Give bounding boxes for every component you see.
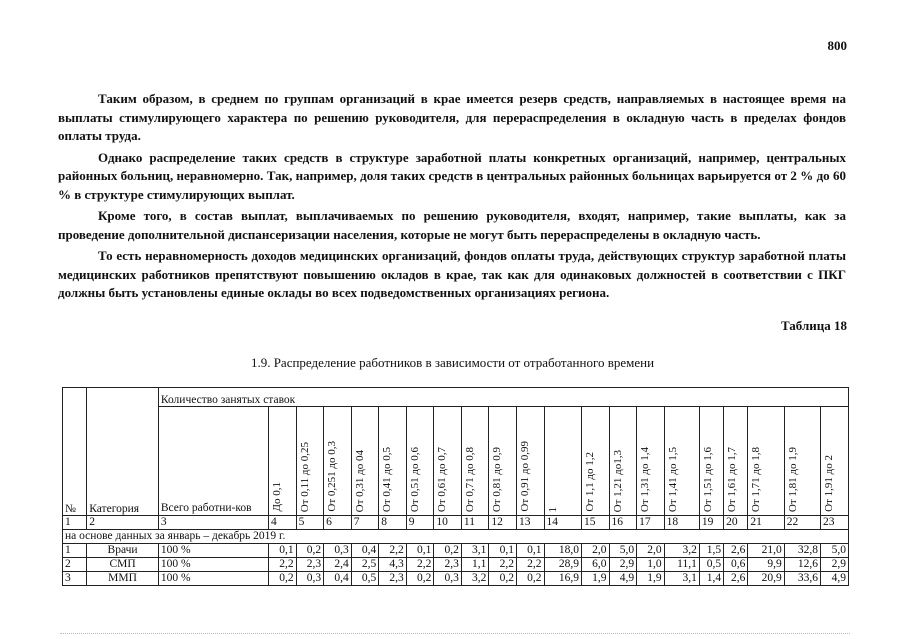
row-value: 0,2 — [269, 572, 297, 586]
row-value: 2,2 — [379, 544, 407, 558]
header-range-label: До 0,1 — [271, 482, 284, 512]
row-category: Врачи — [87, 544, 159, 558]
header-category: Категория — [87, 388, 159, 516]
row-value: 0,2 — [489, 572, 517, 586]
header-range — [406, 407, 434, 516]
row-total: 100 % — [158, 558, 268, 572]
row-total: 100 % — [158, 572, 268, 586]
header-range-label: От 1,81 до 1,9 — [786, 446, 799, 512]
column-number: 15 — [581, 516, 609, 530]
header-range-label: От 0,51 до 0,6 — [408, 446, 421, 512]
row-value: 0,6 — [724, 558, 748, 572]
row-value: 6,0 — [581, 558, 609, 572]
row-value: 1,9 — [581, 572, 609, 586]
header-range — [609, 407, 637, 516]
row-value: 1,1 — [461, 558, 489, 572]
header-group-count: Количество занятых ставок — [158, 388, 848, 407]
row-value: 32,8 — [784, 544, 820, 558]
header-range — [434, 407, 462, 516]
page-edge-line — [60, 633, 850, 635]
row-value: 4,3 — [379, 558, 407, 572]
table-note: на основе данных за январь – декабрь 2019 г. — [63, 530, 849, 544]
row-value: 3,1 — [461, 544, 489, 558]
row-value: 2,9 — [609, 558, 637, 572]
row-value: 21,0 — [748, 544, 784, 558]
row-value: 0,5 — [351, 572, 379, 586]
row-value: 1,4 — [699, 572, 723, 586]
row-value: 1,5 — [699, 544, 723, 558]
header-range — [784, 407, 820, 516]
row-value: 0,3 — [296, 572, 324, 586]
row-value: 0,2 — [516, 572, 544, 586]
row-total: 100 % — [158, 544, 268, 558]
row-value: 2,6 — [724, 544, 748, 558]
column-number: 10 — [434, 516, 462, 530]
paragraph: Таким образом, в среднем по группам организаций в крае имеется резерв средств, направляемых в настоящее время на выплаты стимулирующего характера по решению руководителя, для перераспределения в окладную часть в пределах фондов оплаты труда. — [58, 91, 846, 143]
column-number: 5 — [296, 516, 324, 530]
row-value: 18,0 — [544, 544, 581, 558]
header-range — [724, 407, 748, 516]
row-value: 2,3 — [379, 572, 407, 586]
row-value: 9,9 — [748, 558, 784, 572]
row-value: 2,0 — [581, 544, 609, 558]
row-value: 0,3 — [324, 544, 352, 558]
header-range-label: От 1,21 до1,3 — [611, 449, 624, 512]
row-value: 3,2 — [461, 572, 489, 586]
column-number: 11 — [461, 516, 489, 530]
row-value: 0,1 — [269, 544, 297, 558]
header-range-label: От 0,81 до 0,9 — [491, 446, 504, 512]
header-range — [296, 407, 324, 516]
header-range — [461, 407, 489, 516]
column-number: 22 — [784, 516, 820, 530]
header-range-label: От 0,11 до 0,25 — [298, 441, 311, 512]
table-row — [63, 572, 849, 586]
row-value: 4,9 — [821, 572, 849, 586]
row-value: 28,9 — [544, 558, 581, 572]
header-range-label: От 0,61 до 0,7 — [436, 446, 449, 512]
header-range-label: От 0,91 до 0,99 — [518, 441, 531, 512]
table-title: 1.9. Распределение работников в зависимости от отработанного времени — [250, 355, 655, 370]
column-number: 8 — [379, 516, 407, 530]
column-number: 3 — [158, 516, 268, 530]
paragraph: То есть неравномерность доходов медицинских организаций, фондов оплаты труда, действующих структур заработной платы медицинских работников препятствуют повышению окладов в крае, так как для одинаковых должностей в соответствии с ПКГ должны быть установлены единые оклады во всех подведомственных организациях региона. — [58, 248, 846, 300]
row-value: 5,0 — [609, 544, 637, 558]
header-range-label: От 0,41 до 0,5 — [381, 446, 394, 512]
column-number: 23 — [821, 516, 849, 530]
page-number: 800 — [827, 38, 847, 53]
column-number: 21 — [748, 516, 784, 530]
row-value: 0,3 — [434, 572, 462, 586]
row-value: 0,2 — [434, 544, 462, 558]
body-text — [58, 90, 846, 306]
header-range — [544, 407, 581, 516]
row-value: 16,9 — [544, 572, 581, 586]
row-value: 1,9 — [637, 572, 665, 586]
row-value: 2,2 — [516, 558, 544, 572]
row-value: 20,9 — [748, 572, 784, 586]
row-category: СМП — [87, 558, 159, 572]
paragraph: Кроме того, в состав выплат, выплачиваемых по решению руководителя, входят, например, такие выплаты, как за проведение дополнительной диспансеризации населения, которые не могут быть перераспределены в окладную часть. — [58, 208, 846, 242]
column-number: 13 — [516, 516, 544, 530]
column-number: 19 — [699, 516, 723, 530]
distribution-table — [62, 387, 849, 586]
header-range — [269, 407, 297, 516]
row-value: 0,1 — [489, 544, 517, 558]
header-range — [489, 407, 517, 516]
row-value: 0,1 — [406, 544, 434, 558]
header-range-label: 1 — [546, 506, 559, 512]
header-range — [351, 407, 379, 516]
header-range-label: От 1,51 до 1,6 — [701, 446, 714, 512]
header-range-label: От 1,41 до 1,5 — [666, 446, 679, 512]
row-value: 2,2 — [489, 558, 517, 572]
header-range — [581, 407, 609, 516]
table-label: Таблица 18 — [780, 318, 847, 333]
row-value: 11,1 — [664, 558, 699, 572]
header-range — [748, 407, 784, 516]
row-value: 1,0 — [637, 558, 665, 572]
header-range-label: От 0,31 до 04 — [353, 449, 366, 512]
header-range-label: От 1,91 до 2 — [823, 455, 836, 512]
header-range — [637, 407, 665, 516]
row-value: 0,5 — [699, 558, 723, 572]
header-range-label: От 1,1 до 1,2 — [583, 452, 596, 512]
row-value: 4,9 — [609, 572, 637, 586]
header-total: Всего работни-ков — [158, 407, 268, 516]
header-range — [664, 407, 699, 516]
column-number: 6 — [324, 516, 352, 530]
header-range — [516, 407, 544, 516]
row-value: 12,6 — [784, 558, 820, 572]
row-value: 2,4 — [324, 558, 352, 572]
header-range-label: От 0,71 до 0,8 — [463, 446, 476, 512]
header-no: № — [63, 388, 87, 516]
header-range-label: От 0,251 до 0,3 — [326, 441, 339, 512]
row-no: 2 — [63, 558, 87, 572]
column-number: 17 — [637, 516, 665, 530]
column-number: 9 — [406, 516, 434, 530]
row-value: 3,1 — [664, 572, 699, 586]
column-number: 12 — [489, 516, 517, 530]
row-value: 3,2 — [664, 544, 699, 558]
header-range — [379, 407, 407, 516]
row-value: 2,9 — [821, 558, 849, 572]
column-number: 20 — [724, 516, 748, 530]
header-range — [699, 407, 723, 516]
row-value: 2,3 — [434, 558, 462, 572]
column-number: 2 — [87, 516, 159, 530]
row-value: 0,4 — [324, 572, 352, 586]
header-range-label: От 1,61 до 1,7 — [726, 446, 739, 512]
header-range-label: От 1,71 до 1,8 — [750, 446, 763, 512]
row-value: 2,0 — [637, 544, 665, 558]
row-value: 2,3 — [296, 558, 324, 572]
column-number: 18 — [664, 516, 699, 530]
row-no: 1 — [63, 544, 87, 558]
paragraph: Однако распределение таких средств в структуре заработной платы конкретных организаций, например, центральных районных больниц, неравномерно. Так, например, доля таких средств в центральных районных больницах варьируется от 2 % до 60 % в структуре стимулирующих выплат. — [58, 149, 846, 202]
row-value: 2,5 — [351, 558, 379, 572]
row-value: 5,0 — [821, 544, 849, 558]
row-value: 0,1 — [516, 544, 544, 558]
row-no: 3 — [63, 572, 87, 586]
row-category: ММП — [87, 572, 159, 586]
table-row — [63, 558, 849, 572]
header-range — [324, 407, 352, 516]
row-value: 2,2 — [406, 558, 434, 572]
row-value: 33,6 — [784, 572, 820, 586]
row-value: 2,2 — [269, 558, 297, 572]
table-row — [63, 544, 849, 558]
row-value: 0,4 — [351, 544, 379, 558]
column-number: 7 — [351, 516, 379, 530]
column-number: 14 — [544, 516, 581, 530]
column-number: 1 — [63, 516, 87, 530]
column-number: 16 — [609, 516, 637, 530]
column-number: 4 — [269, 516, 297, 530]
row-value: 0,2 — [296, 544, 324, 558]
row-value: 2,6 — [724, 572, 748, 586]
header-range — [821, 407, 849, 516]
header-range-label: От 1,31 до 1,4 — [639, 446, 652, 512]
row-value: 0,2 — [406, 572, 434, 586]
